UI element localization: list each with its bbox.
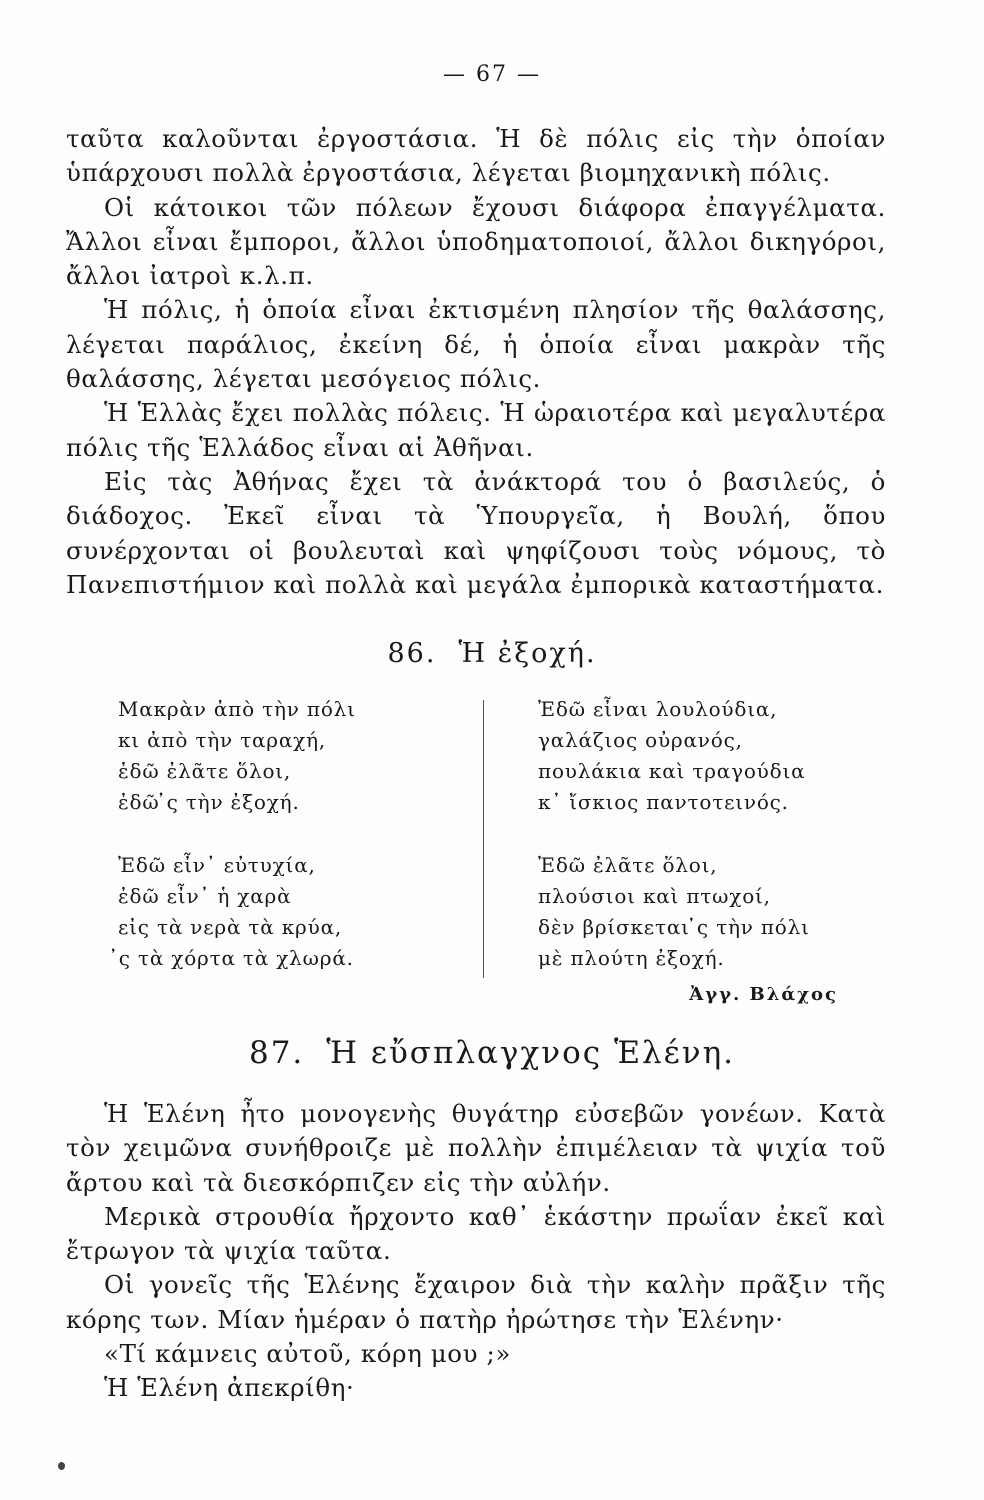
poem-line: μὲ πλούτη ἐξοχή. — [538, 946, 725, 970]
poem-line: Ἐδῶ εἶν᾽ εὐτυχία, — [118, 853, 316, 877]
section-87-heading — [0, 1035, 984, 1071]
poem-stanza — [118, 694, 458, 818]
section-87-title: Ἡ εὔσπλαγχνος Ἑλένη. — [326, 1035, 736, 1071]
section-87-prose — [66, 1097, 886, 1406]
poem-line: Ἐδῶ εἶναι λουλούδια, — [538, 697, 778, 721]
section-86-number: 86. — [387, 638, 437, 669]
section-86-heading — [0, 638, 984, 669]
paragraph: ταῦτα καλοῦνται ἐργοστάσια. Ἡ δὲ πόλις εἰς τὴν ὁποίαν ὑπάρχουσι πολλὰ ἐργοστάσια, λέγεται βιομηχανικὴ πόλις. — [66, 124, 886, 188]
poem-left-column — [118, 694, 458, 1006]
poem-line: Μακρὰν ἀπὸ τὴν πόλι — [118, 697, 356, 721]
poem-author: Ἀγγ. Βλάχος — [689, 984, 838, 1005]
poem-line: ̓ς τὰ χόρτα τὰ χλωρά. — [118, 946, 354, 970]
poem-line: κ᾽ ἴσκιος παντοτεινός. — [538, 790, 789, 814]
poem-line: ἐδῶ ἐλᾶτε ὅλοι, — [118, 759, 292, 783]
poem-stanza — [538, 694, 878, 818]
poem-line: ἐδῶ ̓ς τὴν ἐξοχή. — [118, 790, 300, 814]
ink-speck — [58, 1462, 65, 1470]
section-86-title: Ἡ ἐξοχή. — [458, 638, 597, 669]
poem-stanza — [538, 850, 878, 974]
poem-line: πλούσιοι καὶ πτωχοί, — [538, 884, 771, 908]
poem-line: κι ἀπὸ τὴν ταραχή, — [118, 728, 327, 752]
paragraph: Μερικὰ στρουθία ἤρχοντο καθ᾽ ἑκάστην πρωΐαν ἐκεῖ καὶ ἔτρωγον τὰ ψιχία ταῦτα. — [66, 1201, 886, 1266]
paragraph: «Τί κάμνεις αὐτοῦ, κόρη μου ;» — [104, 1339, 511, 1369]
poem-line: πουλάκια καὶ τραγούδια — [538, 759, 806, 783]
paragraph: Ἡ Ἑλένη ἦτο μονογενὴς θυγάτηρ εὐσεβῶν γονέων. Κατὰ τὸν χειμῶνα συνήθροιζε μὲ πολλὴν ἐπιμέλειαν τὰ ψιχία τοῦ ἄρτου καὶ τὰ διεσκόρπιζεν εἰς τὴν αὐλήν. — [66, 1099, 886, 1197]
poem-line: Ἐδῶ ἐλᾶτε ὅλοι, — [538, 853, 718, 877]
section-87-number: 87. — [248, 1035, 305, 1071]
page-number: — 67 — — [443, 62, 541, 87]
poem-line: ἐδῶ εἶν᾽ ἡ χαρὰ — [118, 884, 292, 908]
poem-line: γαλάζιος οὐρανός, — [538, 728, 743, 752]
paragraph: Οἱ γονεῖς τῆς Ἑλένης ἔχαιρον διὰ τὴν καλὴν πρᾶξιν τῆς κόρης των. Μίαν ἡμέραν ὁ πατὴρ ἠρώτησε τὴν Ἑλένην· — [66, 1270, 886, 1334]
poem-line: δὲν βρίσκεται ̓ς τὴν πόλι — [538, 915, 810, 939]
poem-right-column — [538, 694, 878, 1006]
poem-column-divider — [483, 700, 484, 978]
top-prose — [66, 122, 886, 602]
paragraph: Εἰς τὰς Ἀθήνας ἔχει τὰ ἀνάκτορά του ὁ βασιλεύς, ὁ διάδοχος. Ἐκεῖ εἶναι τὰ Ὑπουργεῖα, ἡ Βουλή, ὅπου συνέρχονται οἱ βουλευταὶ καὶ ψηφίζουσι τοὺς νόμους, τὸ Πανεπιστήμιον καὶ πολλὰ καὶ μεγάλα ἐμπορικὰ καταστήματα. — [66, 466, 886, 599]
paragraph: Ἡ Ἑλλὰς ἔχει πολλὰς πόλεις. Ἡ ὡραιοτέρα καὶ μεγαλυτέρα πόλις τῆς Ἑλλάδος εἶναι αἱ Ἀθῆναι. — [66, 398, 886, 462]
poem-line: εἰς τὰ νερὰ τὰ κρύα, — [118, 915, 343, 939]
poem-stanza — [118, 850, 458, 974]
paragraph: Ἡ πόλις, ἡ ὁποία εἶναι ἐκτισμένη πλησίον τῆς θαλάσσης, λέγεται παράλιος, ἐκείνη δέ, ἡ ὁποία εἶναι μακρὰν τῆς θαλάσσης, λέγεται μεσόγειος πόλις. — [66, 295, 886, 394]
paragraph: Ἡ Ἑλένη ἀπεκρίθη· — [104, 1373, 355, 1403]
paragraph: Οἱ κάτοικοι τῶν πόλεων ἔχουσι διάφορα ἐπαγγέλματα. Ἄλλοι εἶναι ἔμποροι, ἄλλοι ὑποδηματοποιοί, ἄλλοι δικηγόροι, ἄλλοι ἰατροὶ κ.λ.π. — [66, 192, 886, 291]
